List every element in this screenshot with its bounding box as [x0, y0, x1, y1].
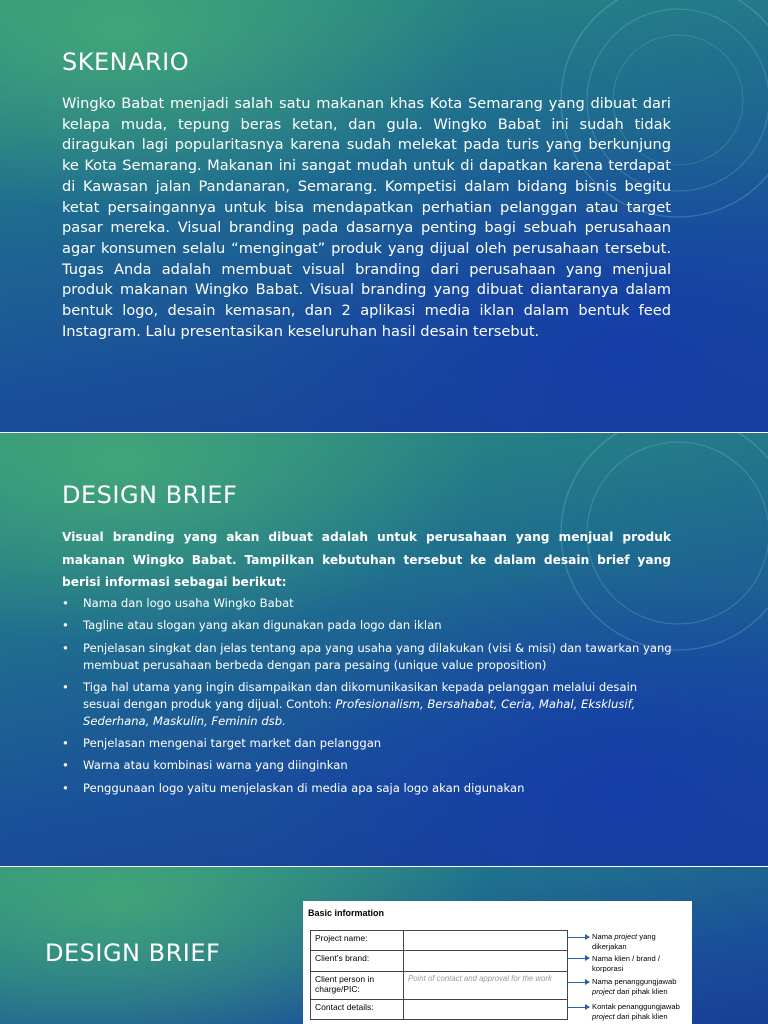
- arrow-right-icon: [567, 982, 589, 983]
- scenario-paragraph: Wingko Babat menjadi salah satu makanan khas Kota Semarang yang dibuat dari kelapa muda, tepung beras ketan, dan gula. Wingko Babat ini sudah tidak diragukan lagi popularitasnya karena sudah melekat pada turis yang berkunjung ke Kota Semarang. Makanan ini sangat mudah untuk di dapatkan karena terdapat di Kawasan jalan Pandanaran, Semarang. Kompetisi dalam bidang bisnis begitu ketat persaingannya untuk bisa mendapatkan perhatian pelanggan atau target pasar mereka. Visual branding pada dasarnya penting bagi sebuah perusahaan agar konsumen selalu “mengingat” produk yang dijual oleh perusahaan tersebut. Tugas Anda adalah membuat visual branding dari perusahaan yang menjual produk makanan Wingko Babat. Visual branding yang dibuat diantaranya dalam bentuk logo, desain kemasan, dan 2 aplikasi media iklan dalam bentuk feed Instagram. Lalu presentasikan keseluruhan hasil desain tersebut.: [62, 95, 671, 340]
- slide-title: SKENARIO: [62, 48, 190, 76]
- table-row: Client person in charge/PIC: Point of contact and approval for the work: [311, 972, 568, 1000]
- slide-design-brief-2: [0, 867, 768, 1024]
- list-item: • Penjelasan singkat dan jelas tentang apa yang usaha yang dilakukan (visi & misi) dan tawarkan yang membuat perusahaan berbeda dengan para pesaing (unique value proposition): [62, 640, 672, 672]
- table-row: Project name:: [311, 931, 568, 951]
- slide-skenario: [0, 0, 768, 432]
- list-item: • Tiga hal utama yang ingin disampaikan dan dikomunikasikan kepada pelanggan melalui desain sesuai dengan produk yang dijual. Contoh: Profesionalism, Bersahabat, Ceria, Mahal, Eksklusif, Sederhana, Maskulin, Feminin dsb.: [62, 679, 638, 728]
- annotation-note: Nama klien / brand / korporasi: [592, 954, 660, 973]
- slide-design-brief: [0, 433, 768, 866]
- table-row: Contact details:: [311, 1000, 568, 1020]
- basic-info-table: [310, 930, 568, 1020]
- brief-form-image: [303, 901, 692, 1024]
- list-item: • Nama dan logo usaha Wingko Babat: [62, 596, 294, 610]
- table-row: Client’s brand:: [311, 951, 568, 972]
- slide-title: DESIGN BRIEF: [45, 939, 221, 967]
- annotation-note: Nama penanggungjawab project dari pihak klien: [592, 977, 677, 996]
- slide-title: DESIGN BRIEF: [62, 481, 238, 509]
- list-item: • Warna atau kombinasi warna yang diinginkan: [62, 758, 348, 773]
- list-item: • Tagline atau slogan yang akan digunakan pada logo dan iklan: [62, 618, 442, 633]
- annotation-note: Nama project yang dikerjakan: [592, 932, 656, 951]
- brief-intro: Visual branding yang akan dibuat adalah untuk perusahaan yang menjual produk makanan Wingko Babat. Tampilkan kebutuhan tersebut ke dalam desain brief yang berisi informasi sebagai berikut:: [62, 530, 671, 589]
- arrow-right-icon: [567, 937, 589, 938]
- annotation-note: Kontak penanggungjawab project dari pihak klien: [592, 1002, 680, 1021]
- form-heading: Basic information: [308, 908, 385, 918]
- arrow-right-icon: [567, 958, 589, 959]
- arrow-right-icon: [567, 1007, 589, 1008]
- list-item: • Penggunaan logo yaitu menjelaskan di media apa saja logo akan digunakan: [62, 780, 525, 795]
- requirements-list: [62, 595, 672, 802]
- list-item: • Penjelasan mengenai target market dan pelanggan: [62, 736, 382, 751]
